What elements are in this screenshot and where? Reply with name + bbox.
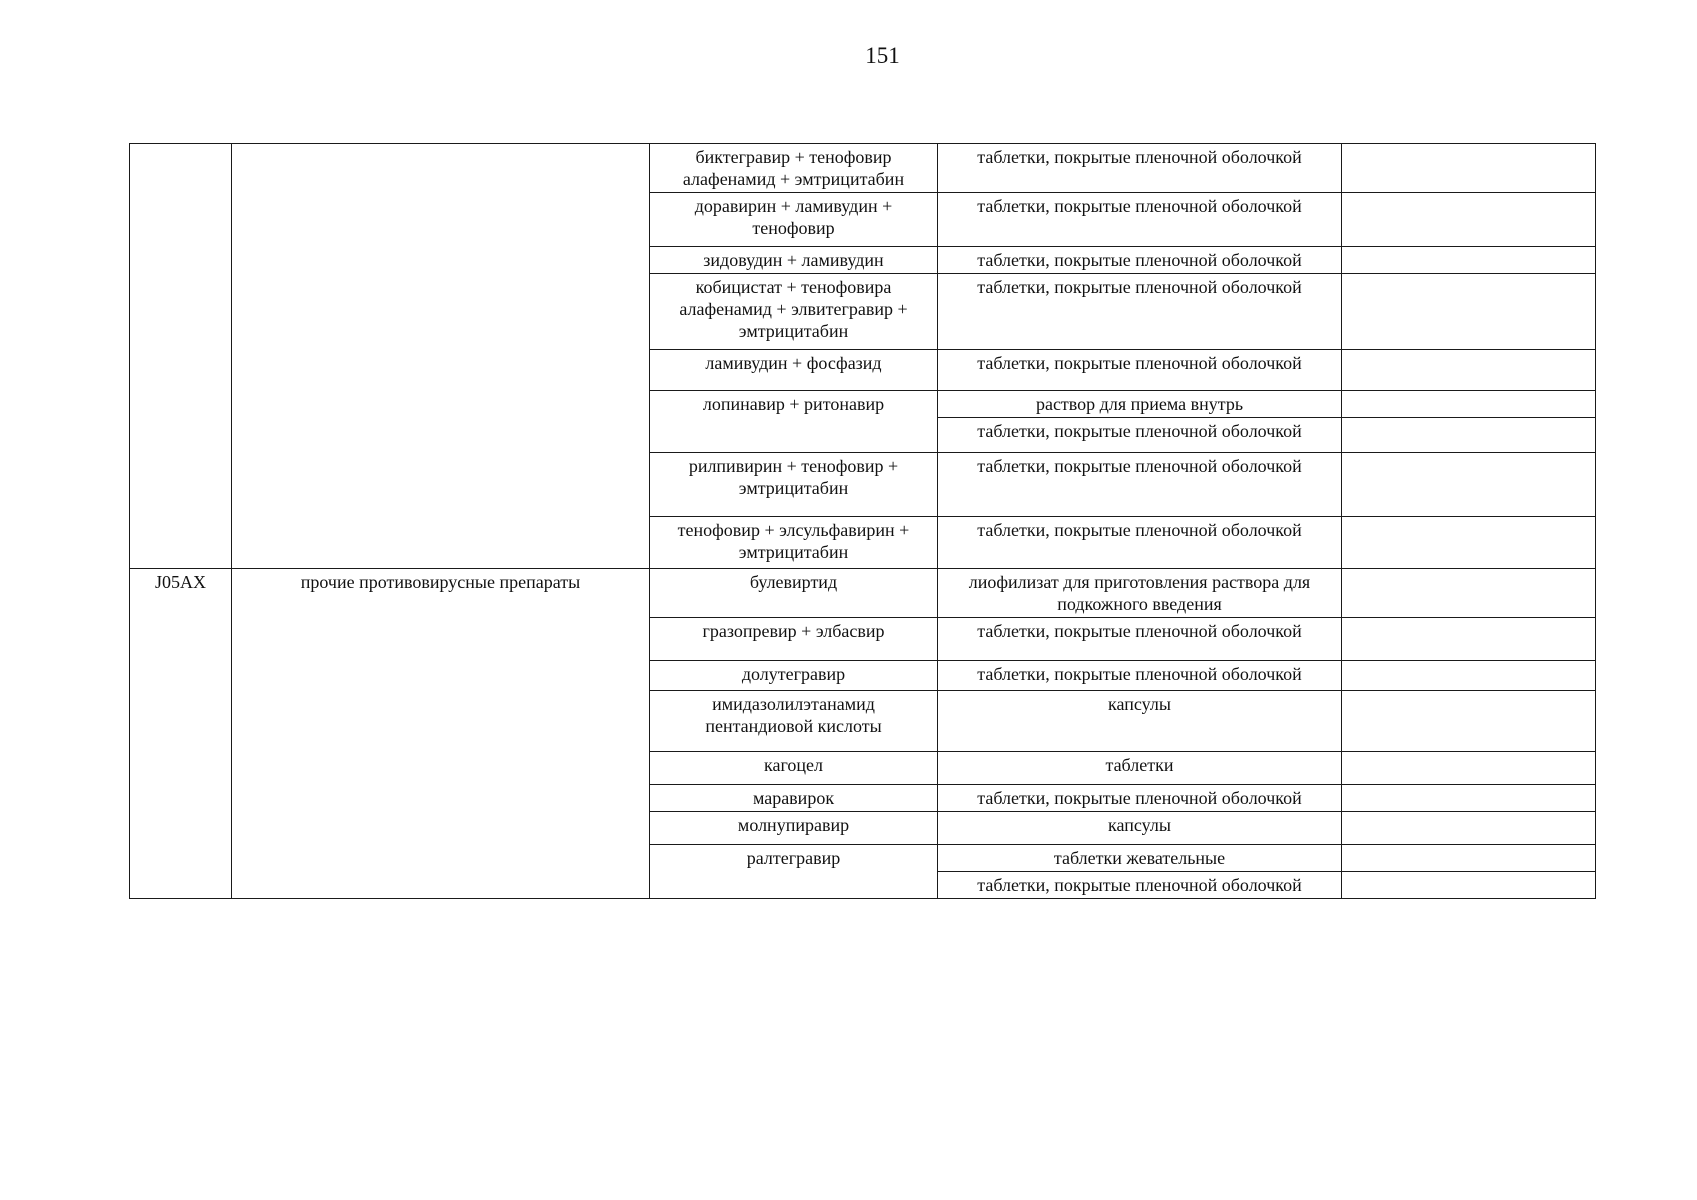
empty-cell bbox=[1342, 752, 1596, 785]
dosage-form-cell: таблетки, покрытые пленочной оболочкой bbox=[938, 274, 1342, 350]
drug-name-cell: тенофовир + элсульфавирин + эмтрицитабин bbox=[650, 517, 938, 569]
drug-name-cell: ралтегравир bbox=[650, 845, 938, 899]
empty-cell bbox=[1342, 661, 1596, 691]
dosage-form-cell: таблетки bbox=[938, 752, 1342, 785]
dosage-form-cell: капсулы bbox=[938, 691, 1342, 752]
drug-name-cell: молнупиравир bbox=[650, 812, 938, 845]
empty-cell bbox=[1342, 517, 1596, 569]
atc-code-cell bbox=[130, 144, 232, 569]
empty-cell bbox=[1342, 193, 1596, 247]
atc-code-cell: J05AX bbox=[130, 569, 232, 899]
dosage-form-cell: таблетки, покрытые пленочной оболочкой bbox=[938, 247, 1342, 274]
dosage-form-cell: таблетки, покрытые пленочной оболочкой bbox=[938, 144, 1342, 193]
drug-name-cell: имидазолилэтанамид пентандиовой кислоты bbox=[650, 691, 938, 752]
empty-cell bbox=[1342, 274, 1596, 350]
empty-cell bbox=[1342, 418, 1596, 453]
empty-cell bbox=[1342, 247, 1596, 274]
drug-name-cell: маравирок bbox=[650, 785, 938, 812]
empty-cell bbox=[1342, 845, 1596, 872]
drug-name-cell: рилпивирин + тенофовир + эмтрицитабин bbox=[650, 453, 938, 517]
group-name-cell bbox=[232, 144, 650, 569]
dosage-form-cell: раствор для приема внутрь bbox=[938, 391, 1342, 418]
dosage-form-cell: таблетки, покрытые пленочной оболочкой bbox=[938, 193, 1342, 247]
drug-name-cell: кагоцел bbox=[650, 752, 938, 785]
page-number: 151 bbox=[865, 43, 900, 68]
empty-cell bbox=[1342, 618, 1596, 661]
dosage-form-cell: таблетки, покрытые пленочной оболочкой bbox=[938, 350, 1342, 391]
dosage-form-cell: таблетки, покрытые пленочной оболочкой bbox=[938, 453, 1342, 517]
drug-name-cell: долутегравир bbox=[650, 661, 938, 691]
empty-cell bbox=[1342, 691, 1596, 752]
group-name-cell: прочие противовирусные препараты bbox=[232, 569, 650, 899]
empty-cell bbox=[1342, 144, 1596, 193]
dosage-form-cell: таблетки, покрытые пленочной оболочкой bbox=[938, 661, 1342, 691]
dosage-form-cell: капсулы bbox=[938, 812, 1342, 845]
empty-cell bbox=[1342, 569, 1596, 618]
drug-name-cell: биктегравир + тенофовир алафенамид + эмтрицитабин bbox=[650, 144, 938, 193]
drug-name-cell: кобицистат + тенофовира алафенамид + элвитегравир + эмтрицитабин bbox=[650, 274, 938, 350]
drug-table bbox=[129, 143, 1596, 899]
table-row bbox=[130, 569, 1596, 618]
dosage-form-cell: таблетки жевательные bbox=[938, 845, 1342, 872]
drug-name-cell: доравирин + ламивудин + тенофовир bbox=[650, 193, 938, 247]
drug-name-cell: зидовудин + ламивудин bbox=[650, 247, 938, 274]
empty-cell bbox=[1342, 350, 1596, 391]
drug-name-cell: гразопревир + элбасвир bbox=[650, 618, 938, 661]
table-row bbox=[130, 144, 1596, 193]
dosage-form-cell: таблетки, покрытые пленочной оболочкой bbox=[938, 618, 1342, 661]
empty-cell bbox=[1342, 812, 1596, 845]
empty-cell bbox=[1342, 391, 1596, 418]
drug-name-cell: лопинавир + ритонавир bbox=[650, 391, 938, 453]
dosage-form-cell: таблетки, покрытые пленочной оболочкой bbox=[938, 517, 1342, 569]
drug-name-cell: булевиртид bbox=[650, 569, 938, 618]
dosage-form-cell: лиофилизат для приготовления раствора для подкожного введения bbox=[938, 569, 1342, 618]
dosage-form-cell: таблетки, покрытые пленочной оболочкой bbox=[938, 418, 1342, 453]
empty-cell bbox=[1342, 785, 1596, 812]
drug-name-cell: ламивудин + фосфазид bbox=[650, 350, 938, 391]
empty-cell bbox=[1342, 872, 1596, 899]
dosage-form-cell: таблетки, покрытые пленочной оболочкой bbox=[938, 872, 1342, 899]
dosage-form-cell: таблетки, покрытые пленочной оболочкой bbox=[938, 785, 1342, 812]
empty-cell bbox=[1342, 453, 1596, 517]
